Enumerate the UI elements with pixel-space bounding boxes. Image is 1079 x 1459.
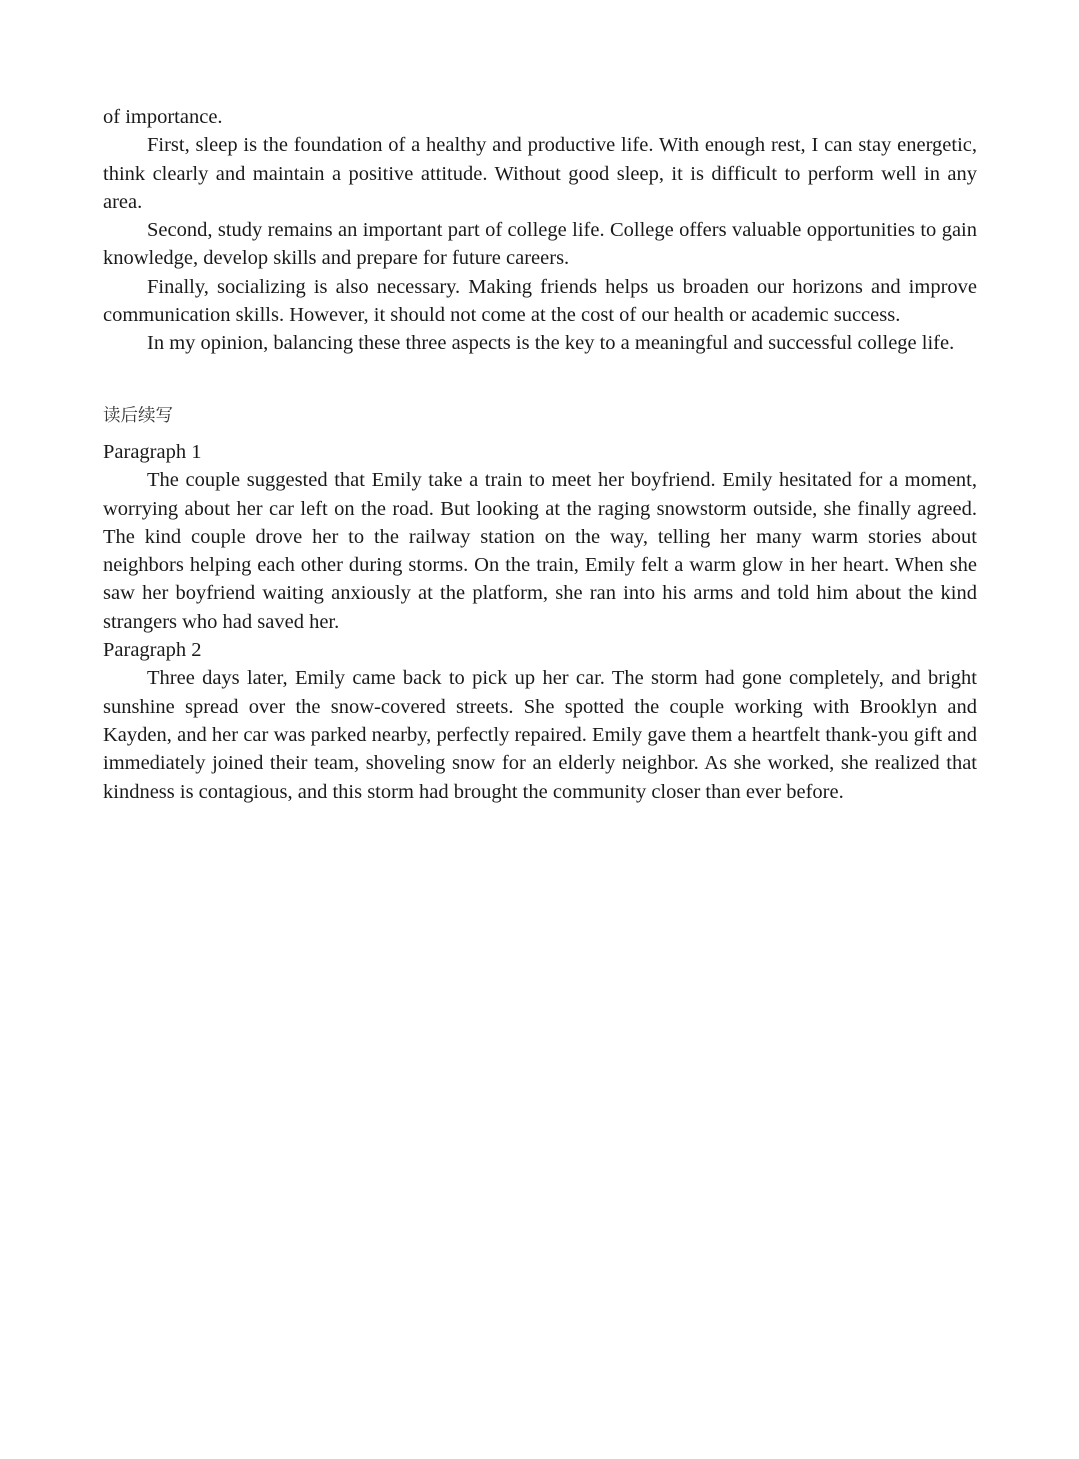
essay-section: [103, 103, 977, 358]
section-title: 读后续写: [103, 405, 173, 426]
paragraph-1-label: Paragraph 1: [103, 440, 202, 463]
continuation-writing-section: [103, 402, 977, 806]
paragraph-2-text: Three days later, Emily came back to pick up her car. The storm had gone completely, and bright sunshine spread over the snow-covered streets. She spotted the couple working with Brooklyn and Kayden, and her car was parked nearby, perfectly repaired. Emily gave them a heartfelt thank-you gift and immediately joined their team, shoveling snow for an elderly neighbor. As she worked, she realized that kindness is contagious, and this storm had brought the community closer than ever before.: [103, 667, 977, 803]
essay-continuation-line: of importance.: [103, 106, 223, 128]
paragraph-1-text: The couple suggested that Emily take a train to meet her boyfriend. Emily hesitated for a moment, worrying about her car left on the road. But looking at the raging snowstorm outside, she finally agreed. The kind couple drove her to the railway station on the way, telling her many warm stories about neighbors helping each other during storms. On the train, Emily felt a warm glow in her heart. When she saw her boyfriend waiting anxiously at the platform, she ran into his arms and told him about the kind strangers who had saved her.: [103, 469, 977, 633]
essay-paragraph-sleep: First, sleep is the foundation of a healthy and productive life. With enough rest, I can stay energetic, think clearly and maintain a positive attitude. Without good sleep, it is difficult to perform well in any area.: [103, 134, 977, 213]
essay-paragraph-socializing: Finally, socializing is also necessary. Making friends helps us broaden our horizons and improve communication skills. However, it should not come at the cost of our health or academic success.: [103, 275, 977, 327]
essay-paragraph-study: Second, study remains an important part of college life. College offers valuable opportunities to gain knowledge, develop skills and prepare for future careers.: [103, 219, 977, 270]
document-page: [103, 103, 977, 806]
section-spacer: [103, 358, 977, 402]
essay-paragraph-conclusion: In my opinion, balancing these three aspects is the key to a meaningful and successful college life.: [147, 332, 955, 355]
paragraph-2-label: Paragraph 2: [103, 639, 202, 662]
